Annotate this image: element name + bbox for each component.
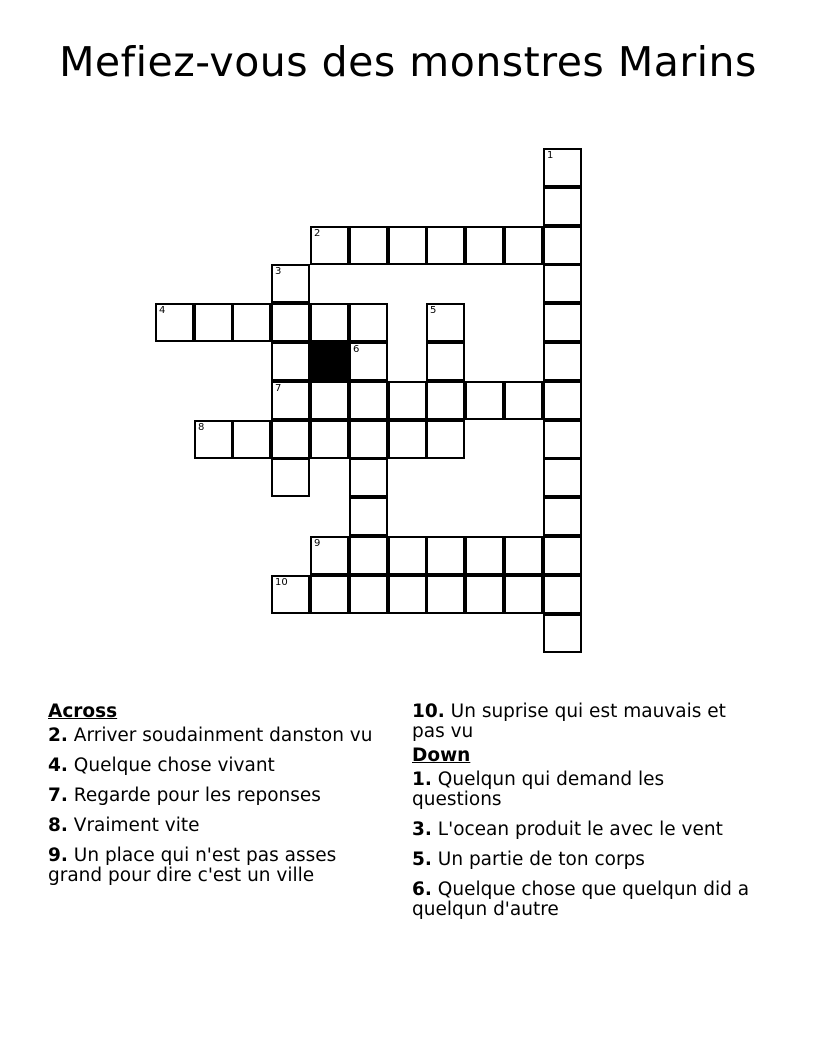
grid-cell[interactable] bbox=[388, 575, 427, 614]
clue-number: 2 bbox=[48, 725, 61, 746]
clues-left-column bbox=[48, 702, 378, 896]
grid-cell[interactable] bbox=[271, 381, 310, 420]
grid-cell-number: 9 bbox=[314, 538, 321, 549]
grid-cell[interactable] bbox=[232, 303, 271, 342]
grid-cell[interactable] bbox=[349, 342, 388, 381]
grid-cell[interactable] bbox=[349, 303, 388, 342]
grid-cell[interactable] bbox=[426, 575, 465, 614]
grid-cell[interactable] bbox=[232, 420, 271, 459]
down-heading: Down bbox=[412, 745, 471, 766]
grid-cell[interactable] bbox=[465, 575, 504, 614]
grid-cell[interactable] bbox=[388, 381, 427, 420]
grid-cell[interactable] bbox=[543, 187, 582, 226]
grid-cell[interactable] bbox=[543, 420, 582, 459]
grid-cell[interactable] bbox=[504, 226, 543, 265]
grid-cell[interactable] bbox=[310, 303, 349, 342]
grid-cell[interactable] bbox=[271, 303, 310, 342]
grid-cell[interactable] bbox=[543, 458, 582, 497]
clue-text: Un suprise qui est mauvais et pas vu bbox=[412, 701, 726, 742]
grid-cell[interactable] bbox=[194, 420, 233, 459]
grid-cell[interactable] bbox=[310, 420, 349, 459]
grid-cell[interactable] bbox=[349, 381, 388, 420]
grid-cell-number: 1 bbox=[547, 150, 554, 161]
clue-across-2: 2. Arriver soudainment danston vu bbox=[48, 725, 373, 746]
clue-across-4: 4. Quelque chose vivant bbox=[48, 755, 275, 776]
clue-across-7: 7. Regarde pour les reponses bbox=[48, 785, 321, 806]
grid-cell[interactable] bbox=[426, 420, 465, 459]
grid-cell[interactable] bbox=[194, 303, 233, 342]
grid-cell[interactable] bbox=[465, 226, 504, 265]
grid-cell[interactable] bbox=[543, 536, 582, 575]
grid-cell[interactable] bbox=[504, 381, 543, 420]
clue-text: Un partie de ton corps bbox=[437, 849, 645, 870]
clue-number: 4 bbox=[48, 755, 61, 776]
grid-cell[interactable] bbox=[349, 575, 388, 614]
clue-down-5: 5. Un partie de ton corps bbox=[412, 849, 645, 870]
clue-number: 9 bbox=[48, 845, 61, 866]
clues-right-column bbox=[412, 702, 757, 930]
clue-across-10: 10. Un suprise qui est mauvais et pas vu bbox=[412, 701, 726, 742]
grid-cell[interactable] bbox=[349, 458, 388, 497]
grid-cell[interactable] bbox=[426, 226, 465, 265]
grid-cell[interactable] bbox=[310, 226, 349, 265]
grid-cell[interactable] bbox=[271, 264, 310, 303]
grid-cell[interactable] bbox=[426, 303, 465, 342]
clue-text: Quelque chose vivant bbox=[73, 755, 275, 776]
grid-cell[interactable] bbox=[543, 575, 582, 614]
clue-text: Vraiment vite bbox=[73, 815, 200, 836]
clue-number: 7 bbox=[48, 785, 61, 806]
grid-cell[interactable] bbox=[271, 420, 310, 459]
across-heading: Across bbox=[48, 701, 118, 722]
grid-cell[interactable] bbox=[349, 420, 388, 459]
grid-cell-number: 3 bbox=[275, 266, 282, 277]
grid-cell[interactable] bbox=[543, 614, 582, 653]
grid-cell[interactable] bbox=[426, 381, 465, 420]
clue-number: 8 bbox=[48, 815, 61, 836]
grid-cell-number: 10 bbox=[275, 577, 288, 588]
grid-cell[interactable] bbox=[543, 264, 582, 303]
clue-number: 5 bbox=[412, 849, 425, 870]
clue-across-8: 8. Vraiment vite bbox=[48, 815, 200, 836]
grid-cell[interactable] bbox=[504, 575, 543, 614]
grid-cell[interactable] bbox=[426, 536, 465, 575]
clue-number: 10 bbox=[412, 701, 438, 722]
grid-cell[interactable] bbox=[271, 458, 310, 497]
grid-cell[interactable] bbox=[465, 381, 504, 420]
grid-cell[interactable] bbox=[465, 536, 504, 575]
clue-number: 3 bbox=[412, 819, 425, 840]
grid-cell[interactable] bbox=[543, 303, 582, 342]
grid-cell[interactable] bbox=[349, 536, 388, 575]
page-title: Mefiez-vous des monstres Marins bbox=[59, 38, 757, 86]
grid-cell-number: 7 bbox=[275, 383, 282, 394]
grid-cell-number: 4 bbox=[159, 305, 166, 316]
grid-cell[interactable] bbox=[543, 381, 582, 420]
grid-cell-number: 8 bbox=[198, 422, 205, 433]
grid-cell[interactable] bbox=[504, 536, 543, 575]
grid-cell[interactable] bbox=[310, 575, 349, 614]
clue-text: Arriver soudainment danston vu bbox=[73, 725, 373, 746]
grid-cell[interactable] bbox=[349, 226, 388, 265]
grid-cell[interactable] bbox=[349, 497, 388, 536]
clue-down-6: 6. Quelque chose que quelqun did a quelqun d'autre bbox=[412, 879, 750, 920]
grid-cell[interactable] bbox=[543, 148, 582, 187]
clue-text: L'ocean produit le avec le vent bbox=[437, 819, 723, 840]
grid-cell[interactable] bbox=[426, 342, 465, 381]
grid-block-cell bbox=[310, 342, 349, 381]
grid-cell[interactable] bbox=[310, 381, 349, 420]
grid-cell[interactable] bbox=[155, 303, 194, 342]
grid-cell-number: 5 bbox=[430, 305, 437, 316]
clue-text: Regarde pour les reponses bbox=[73, 785, 321, 806]
grid-cell[interactable] bbox=[388, 226, 427, 265]
grid-cell[interactable] bbox=[543, 497, 582, 536]
clue-text: Quelque chose que quelqun did a quelqun d'autre bbox=[412, 879, 750, 920]
grid-cell[interactable] bbox=[310, 536, 349, 575]
clue-across-9: 9. Un place qui n'est pas asses grand pour dire c'est un ville bbox=[48, 845, 337, 886]
grid-cell[interactable] bbox=[271, 342, 310, 381]
grid-cell[interactable] bbox=[388, 536, 427, 575]
clue-text: Un place qui n'est pas asses grand pour dire c'est un ville bbox=[48, 845, 337, 886]
grid-cell-number: 2 bbox=[314, 228, 321, 239]
clue-number: 1 bbox=[412, 769, 425, 790]
clue-down-3: 3. L'ocean produit le avec le vent bbox=[412, 819, 723, 840]
clue-number: 6 bbox=[412, 879, 425, 900]
clue-text: Quelqun qui demand les questions bbox=[412, 769, 665, 810]
grid-cell[interactable] bbox=[271, 575, 310, 614]
clue-down-1: 1. Quelqun qui demand les questions bbox=[412, 769, 665, 810]
grid-cell-number: 6 bbox=[353, 344, 360, 355]
grid-cell[interactable] bbox=[388, 420, 427, 459]
grid-cell[interactable] bbox=[543, 342, 582, 381]
grid-cell[interactable] bbox=[543, 226, 582, 265]
